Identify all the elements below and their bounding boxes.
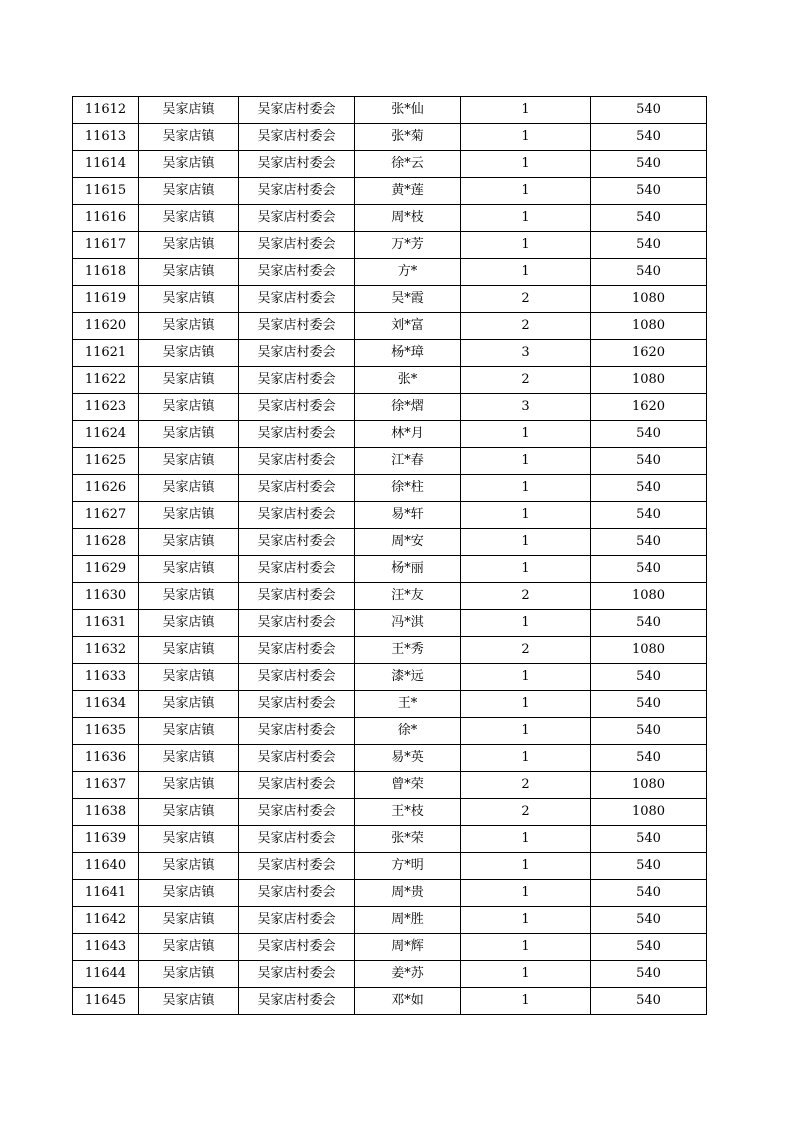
name-cell: 徐*柱: [355, 475, 461, 502]
person-count-cell: 2: [461, 286, 591, 313]
table-row: [73, 313, 707, 340]
amount-cell: 540: [591, 232, 707, 259]
amount-cell: 1080: [591, 583, 707, 610]
person-count-cell: 2: [461, 583, 591, 610]
town-cell: 吴家店镇: [139, 556, 239, 583]
name-cell: 冯*淇: [355, 610, 461, 637]
amount-cell: 540: [591, 151, 707, 178]
table-row: [73, 745, 707, 772]
name-cell: 黄*莲: [355, 178, 461, 205]
person-count-cell: 1: [461, 691, 591, 718]
person-count-cell: 1: [461, 556, 591, 583]
name-cell: 张*: [355, 367, 461, 394]
table-row: [73, 934, 707, 961]
town-cell: 吴家店镇: [139, 691, 239, 718]
person-count-cell: 1: [461, 664, 591, 691]
row-number-cell: 11619: [73, 286, 139, 313]
town-cell: 吴家店镇: [139, 232, 239, 259]
table-row: [73, 988, 707, 1015]
table-row: [73, 286, 707, 313]
town-cell: 吴家店镇: [139, 475, 239, 502]
name-cell: 汪*友: [355, 583, 461, 610]
village-committee-cell: 吴家店村委会: [239, 259, 355, 286]
town-cell: 吴家店镇: [139, 259, 239, 286]
amount-cell: 540: [591, 961, 707, 988]
name-cell: 林*月: [355, 421, 461, 448]
table-row: [73, 637, 707, 664]
town-cell: 吴家店镇: [139, 124, 239, 151]
village-committee-cell: 吴家店村委会: [239, 745, 355, 772]
town-cell: 吴家店镇: [139, 664, 239, 691]
table-row: [73, 610, 707, 637]
person-count-cell: 1: [461, 124, 591, 151]
amount-cell: 540: [591, 529, 707, 556]
row-number-cell: 11628: [73, 529, 139, 556]
person-count-cell: 1: [461, 826, 591, 853]
name-cell: 王*秀: [355, 637, 461, 664]
name-cell: 杨*丽: [355, 556, 461, 583]
person-count-cell: 1: [461, 421, 591, 448]
person-count-cell: 1: [461, 988, 591, 1015]
town-cell: 吴家店镇: [139, 826, 239, 853]
row-number-cell: 11623: [73, 394, 139, 421]
village-committee-cell: 吴家店村委会: [239, 502, 355, 529]
name-cell: 易*轩: [355, 502, 461, 529]
town-cell: 吴家店镇: [139, 637, 239, 664]
person-count-cell: 1: [461, 934, 591, 961]
amount-cell: 540: [591, 934, 707, 961]
amount-cell: 540: [591, 475, 707, 502]
table-row: [73, 907, 707, 934]
village-committee-cell: 吴家店村委会: [239, 313, 355, 340]
person-count-cell: 1: [461, 907, 591, 934]
person-count-cell: 1: [461, 880, 591, 907]
person-count-cell: 1: [461, 448, 591, 475]
name-cell: 方*: [355, 259, 461, 286]
row-number-cell: 11631: [73, 610, 139, 637]
table-row: [73, 151, 707, 178]
name-cell: 刘*富: [355, 313, 461, 340]
name-cell: 周*安: [355, 529, 461, 556]
row-number-cell: 11625: [73, 448, 139, 475]
village-committee-cell: 吴家店村委会: [239, 610, 355, 637]
town-cell: 吴家店镇: [139, 853, 239, 880]
amount-cell: 1080: [591, 772, 707, 799]
table-row: [73, 826, 707, 853]
name-cell: 周*胜: [355, 907, 461, 934]
row-number-cell: 11635: [73, 718, 139, 745]
name-cell: 江*春: [355, 448, 461, 475]
row-number-cell: 11624: [73, 421, 139, 448]
table-row: [73, 961, 707, 988]
table-row: [73, 394, 707, 421]
name-cell: 漆*远: [355, 664, 461, 691]
village-committee-cell: 吴家店村委会: [239, 799, 355, 826]
amount-cell: 540: [591, 178, 707, 205]
person-count-cell: 1: [461, 502, 591, 529]
village-committee-cell: 吴家店村委会: [239, 529, 355, 556]
town-cell: 吴家店镇: [139, 448, 239, 475]
table-row: [73, 232, 707, 259]
amount-cell: 1080: [591, 637, 707, 664]
amount-cell: 540: [591, 205, 707, 232]
table-row: [73, 772, 707, 799]
row-number-cell: 11627: [73, 502, 139, 529]
table-row: [73, 340, 707, 367]
village-committee-cell: 吴家店村委会: [239, 286, 355, 313]
name-cell: 周*贵: [355, 880, 461, 907]
document-page: [72, 96, 707, 1015]
person-count-cell: 1: [461, 718, 591, 745]
table-row: [73, 448, 707, 475]
town-cell: 吴家店镇: [139, 340, 239, 367]
amount-cell: 1620: [591, 394, 707, 421]
person-count-cell: 1: [461, 97, 591, 124]
town-cell: 吴家店镇: [139, 151, 239, 178]
amount-cell: 540: [591, 853, 707, 880]
amount-cell: 540: [591, 826, 707, 853]
village-committee-cell: 吴家店村委会: [239, 583, 355, 610]
table-row: [73, 502, 707, 529]
person-count-cell: 2: [461, 637, 591, 664]
person-count-cell: 1: [461, 205, 591, 232]
name-cell: 张*荣: [355, 826, 461, 853]
table-row: [73, 259, 707, 286]
town-cell: 吴家店镇: [139, 502, 239, 529]
village-committee-cell: 吴家店村委会: [239, 826, 355, 853]
beneficiary-table: [72, 96, 707, 1015]
name-cell: 邓*如: [355, 988, 461, 1015]
row-number-cell: 11626: [73, 475, 139, 502]
row-number-cell: 11618: [73, 259, 139, 286]
amount-cell: 1080: [591, 799, 707, 826]
table-row: [73, 583, 707, 610]
person-count-cell: 1: [461, 745, 591, 772]
person-count-cell: 1: [461, 475, 591, 502]
amount-cell: 540: [591, 97, 707, 124]
person-count-cell: 2: [461, 799, 591, 826]
village-committee-cell: 吴家店村委会: [239, 907, 355, 934]
person-count-cell: 1: [461, 232, 591, 259]
row-number-cell: 11629: [73, 556, 139, 583]
row-number-cell: 11643: [73, 934, 139, 961]
village-committee-cell: 吴家店村委会: [239, 934, 355, 961]
village-committee-cell: 吴家店村委会: [239, 772, 355, 799]
row-number-cell: 11622: [73, 367, 139, 394]
row-number-cell: 11637: [73, 772, 139, 799]
amount-cell: 540: [591, 745, 707, 772]
town-cell: 吴家店镇: [139, 961, 239, 988]
town-cell: 吴家店镇: [139, 421, 239, 448]
row-number-cell: 11613: [73, 124, 139, 151]
town-cell: 吴家店镇: [139, 205, 239, 232]
person-count-cell: 1: [461, 961, 591, 988]
village-committee-cell: 吴家店村委会: [239, 637, 355, 664]
village-committee-cell: 吴家店村委会: [239, 340, 355, 367]
amount-cell: 540: [591, 718, 707, 745]
row-number-cell: 11614: [73, 151, 139, 178]
name-cell: 万*芳: [355, 232, 461, 259]
village-committee-cell: 吴家店村委会: [239, 853, 355, 880]
name-cell: 徐*熠: [355, 394, 461, 421]
table-row: [73, 205, 707, 232]
amount-cell: 540: [591, 124, 707, 151]
town-cell: 吴家店镇: [139, 394, 239, 421]
table-body: [73, 97, 707, 1015]
row-number-cell: 11630: [73, 583, 139, 610]
person-count-cell: 2: [461, 367, 591, 394]
amount-cell: 540: [591, 988, 707, 1015]
town-cell: 吴家店镇: [139, 799, 239, 826]
village-committee-cell: 吴家店村委会: [239, 961, 355, 988]
town-cell: 吴家店镇: [139, 988, 239, 1015]
row-number-cell: 11632: [73, 637, 139, 664]
table-row: [73, 853, 707, 880]
person-count-cell: 1: [461, 529, 591, 556]
amount-cell: 540: [591, 880, 707, 907]
village-committee-cell: 吴家店村委会: [239, 394, 355, 421]
name-cell: 徐*: [355, 718, 461, 745]
village-committee-cell: 吴家店村委会: [239, 178, 355, 205]
village-committee-cell: 吴家店村委会: [239, 367, 355, 394]
village-committee-cell: 吴家店村委会: [239, 664, 355, 691]
amount-cell: 540: [591, 907, 707, 934]
row-number-cell: 11641: [73, 880, 139, 907]
amount-cell: 540: [591, 610, 707, 637]
name-cell: 杨*璋: [355, 340, 461, 367]
name-cell: 曾*荣: [355, 772, 461, 799]
person-count-cell: 3: [461, 340, 591, 367]
village-committee-cell: 吴家店村委会: [239, 205, 355, 232]
person-count-cell: 1: [461, 259, 591, 286]
table-row: [73, 529, 707, 556]
row-number-cell: 11617: [73, 232, 139, 259]
village-committee-cell: 吴家店村委会: [239, 880, 355, 907]
town-cell: 吴家店镇: [139, 529, 239, 556]
row-number-cell: 11640: [73, 853, 139, 880]
name-cell: 方*明: [355, 853, 461, 880]
row-number-cell: 11633: [73, 664, 139, 691]
name-cell: 张*仙: [355, 97, 461, 124]
table-row: [73, 97, 707, 124]
amount-cell: 540: [591, 259, 707, 286]
table-row: [73, 799, 707, 826]
village-committee-cell: 吴家店村委会: [239, 421, 355, 448]
name-cell: 易*英: [355, 745, 461, 772]
village-committee-cell: 吴家店村委会: [239, 448, 355, 475]
name-cell: 周*辉: [355, 934, 461, 961]
village-committee-cell: 吴家店村委会: [239, 151, 355, 178]
amount-cell: 1080: [591, 367, 707, 394]
row-number-cell: 11620: [73, 313, 139, 340]
village-committee-cell: 吴家店村委会: [239, 475, 355, 502]
village-committee-cell: 吴家店村委会: [239, 97, 355, 124]
table-row: [73, 880, 707, 907]
person-count-cell: 1: [461, 853, 591, 880]
row-number-cell: 11621: [73, 340, 139, 367]
table-row: [73, 178, 707, 205]
table-row: [73, 124, 707, 151]
name-cell: 王*枝: [355, 799, 461, 826]
town-cell: 吴家店镇: [139, 97, 239, 124]
village-committee-cell: 吴家店村委会: [239, 232, 355, 259]
amount-cell: 1080: [591, 286, 707, 313]
town-cell: 吴家店镇: [139, 583, 239, 610]
name-cell: 徐*云: [355, 151, 461, 178]
person-count-cell: 1: [461, 610, 591, 637]
person-count-cell: 2: [461, 772, 591, 799]
amount-cell: 540: [591, 556, 707, 583]
town-cell: 吴家店镇: [139, 772, 239, 799]
village-committee-cell: 吴家店村委会: [239, 988, 355, 1015]
row-number-cell: 11639: [73, 826, 139, 853]
town-cell: 吴家店镇: [139, 880, 239, 907]
row-number-cell: 11642: [73, 907, 139, 934]
name-cell: 张*菊: [355, 124, 461, 151]
row-number-cell: 11615: [73, 178, 139, 205]
town-cell: 吴家店镇: [139, 745, 239, 772]
table-row: [73, 475, 707, 502]
amount-cell: 1080: [591, 313, 707, 340]
amount-cell: 540: [591, 421, 707, 448]
person-count-cell: 1: [461, 151, 591, 178]
table-row: [73, 691, 707, 718]
village-committee-cell: 吴家店村委会: [239, 718, 355, 745]
table-row: [73, 556, 707, 583]
table-row: [73, 367, 707, 394]
amount-cell: 540: [591, 448, 707, 475]
amount-cell: 540: [591, 502, 707, 529]
town-cell: 吴家店镇: [139, 178, 239, 205]
village-committee-cell: 吴家店村委会: [239, 691, 355, 718]
row-number-cell: 11645: [73, 988, 139, 1015]
name-cell: 吴*霞: [355, 286, 461, 313]
town-cell: 吴家店镇: [139, 718, 239, 745]
person-count-cell: 3: [461, 394, 591, 421]
row-number-cell: 11616: [73, 205, 139, 232]
row-number-cell: 11612: [73, 97, 139, 124]
person-count-cell: 1: [461, 178, 591, 205]
amount-cell: 540: [591, 664, 707, 691]
name-cell: 姜*苏: [355, 961, 461, 988]
village-committee-cell: 吴家店村委会: [239, 124, 355, 151]
town-cell: 吴家店镇: [139, 934, 239, 961]
row-number-cell: 11634: [73, 691, 139, 718]
table-row: [73, 664, 707, 691]
town-cell: 吴家店镇: [139, 367, 239, 394]
name-cell: 王*: [355, 691, 461, 718]
table-row: [73, 421, 707, 448]
village-committee-cell: 吴家店村委会: [239, 556, 355, 583]
person-count-cell: 2: [461, 313, 591, 340]
amount-cell: 540: [591, 691, 707, 718]
row-number-cell: 11644: [73, 961, 139, 988]
town-cell: 吴家店镇: [139, 907, 239, 934]
town-cell: 吴家店镇: [139, 286, 239, 313]
town-cell: 吴家店镇: [139, 610, 239, 637]
amount-cell: 1620: [591, 340, 707, 367]
row-number-cell: 11636: [73, 745, 139, 772]
town-cell: 吴家店镇: [139, 313, 239, 340]
name-cell: 周*枝: [355, 205, 461, 232]
row-number-cell: 11638: [73, 799, 139, 826]
table-row: [73, 718, 707, 745]
